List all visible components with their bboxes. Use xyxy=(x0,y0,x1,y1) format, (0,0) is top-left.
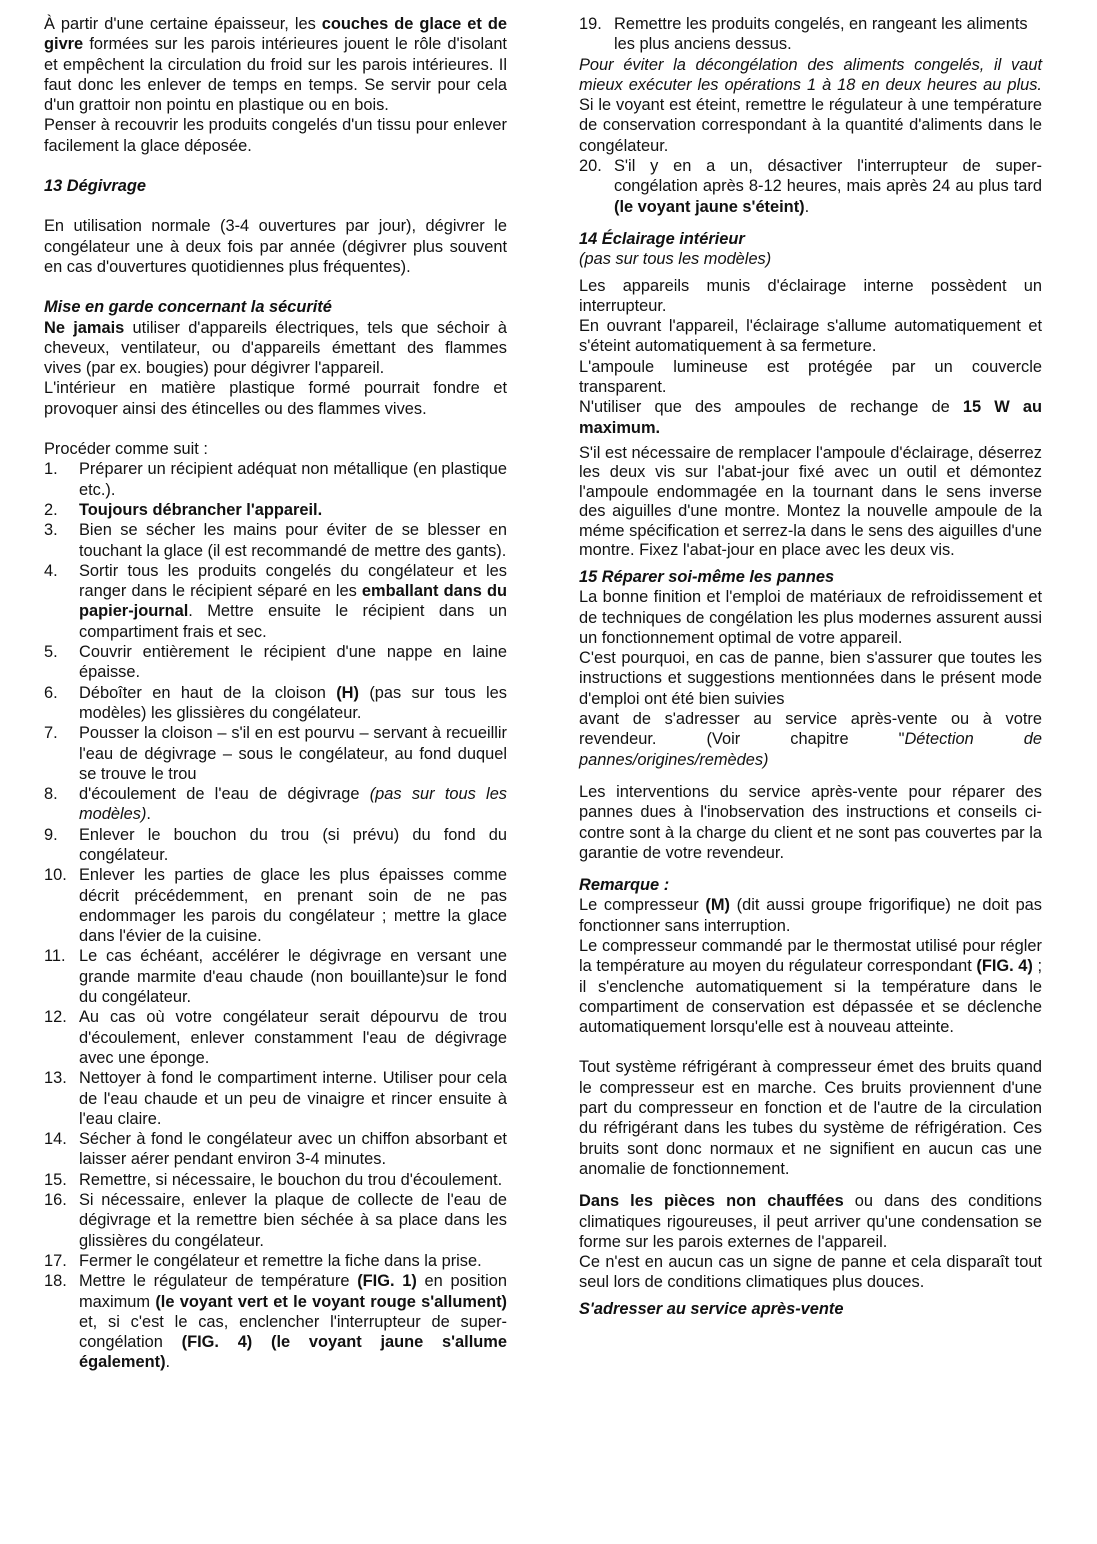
step-number: 8. xyxy=(44,785,58,804)
step-text xyxy=(79,643,507,681)
step-text xyxy=(79,521,507,559)
text-run: Mettre le régulateur de température xyxy=(79,1272,358,1291)
text-run: Préparer un récipient adéquat non métallique (en plastique etc.). xyxy=(79,460,507,499)
safety-title: Mise en garde concernant la sécurité xyxy=(44,298,332,317)
text-run: Si nécessaire, enlever la plaque de collecte de l'eau de dégivrage et la remettre bien séchée à sa place dans les glissières du congélateur. xyxy=(79,1191,507,1250)
list-item xyxy=(44,500,507,520)
list-item xyxy=(44,723,507,784)
list-item xyxy=(579,156,1042,217)
text-run: Fermer le congélateur et remettre la fiche dans la prise. xyxy=(79,1251,482,1270)
step-number: 17. xyxy=(44,1251,67,1270)
text-run: formées sur les parois intérieures jouent le rôle d'isolant et empêchent la circulation du froid sur les parois intérieures. Il faut donc les enlever de temps en temps. Se servir pour cela d'un grattoir non pointu en plastique ou en bois. xyxy=(44,35,507,115)
text-run: Sécher à fond le congélateur avec un chiffon absorbant et laisser aérer pendant environ 3-4 minutes. xyxy=(79,1130,507,1169)
list-item xyxy=(44,520,507,561)
step-number: 3. xyxy=(44,521,58,540)
step-number: 1. xyxy=(44,460,58,479)
step-20-text xyxy=(614,157,1042,216)
noise-paragraph: Tout système réfrigérant à compresseur émet des bruits quand le compresseur est en marche. Ces bruits proviennent d'une part du compresseur en fonction et de l'autre de la circulation du réfrigérant dans les tubes du système de réfrigération. Ces bruits sont donc normaux et ne signifient en aucun cas une anomalie de fonctionnement. xyxy=(579,1058,1042,1178)
step-text xyxy=(79,1252,482,1270)
step-number: 18. xyxy=(44,1272,67,1291)
list-item xyxy=(579,14,1042,55)
section-13-title: 13 Dégivrage xyxy=(44,177,147,196)
text-run: Déboîter en haut de la cloison xyxy=(79,683,337,702)
text-run: Enlever les parties de glace les plus épaisses comme décrit précédemment, en prenant soin de ne pas endommager les parois du congélateur ; mettre la glace dans l'évier de la cuisine. xyxy=(79,866,507,946)
text-run: Le compresseur commandé par le thermostat utilisé pour régler la température au moyen du régulateur correspondant xyxy=(579,936,1042,976)
text-run: Au cas où votre congélateur serait dépourvu de trou d'écoulement, enlever constamment l'eau de dégivrage avec une éponge. xyxy=(79,1008,507,1067)
step-text xyxy=(79,947,507,1006)
step-text xyxy=(79,866,507,945)
text-run: avant de s'adresser au service après-vente ou à votre revendeur. (Voir chapitre " xyxy=(579,710,1042,749)
step-number: 20. xyxy=(579,157,602,176)
step-number: 15. xyxy=(44,1170,67,1189)
text-run: Toujours débrancher l'appareil. xyxy=(79,500,323,519)
text-run: Le cas échéant, accélérer le dégivrage en versant une grande marmite d'eau chaude (non bouillante)sur le fond du congélateur. xyxy=(79,947,507,1007)
cold-rooms-paragraph-2: Ce n'est en aucun cas un signe de panne et cela disparaît tout seul lors de conditions climatiques plus douces. xyxy=(579,1253,1042,1292)
text-run: (FIG. 1) xyxy=(357,1272,417,1291)
right-column xyxy=(579,14,1042,1319)
text-run: (pas sur tous les modèles) les glissières du congélateur. xyxy=(79,683,507,722)
section-14-title: 14 Éclairage intérieur xyxy=(579,229,745,248)
text-run: Sortir tous les produits congelés du congélateur et les ranger dans le récipient séparé en les xyxy=(79,561,507,601)
step-text xyxy=(79,826,507,864)
step-number: 14. xyxy=(44,1130,67,1149)
text-run: Le compresseur xyxy=(579,896,706,915)
step-text xyxy=(79,785,507,823)
list-item xyxy=(44,1129,507,1170)
text-run: S'il y en a un, désactiver l'interrupteur de super-congélation après 8-12 heures, mais après 24 au plus tard xyxy=(614,157,1042,196)
defrost-steps-final xyxy=(579,156,1042,217)
text-run: . xyxy=(165,1353,171,1372)
step-text xyxy=(79,1008,507,1067)
remark-paragraph-2 xyxy=(579,936,1042,1037)
list-item xyxy=(44,642,507,683)
text-run: Nettoyer à fond le compartiment interne. Utiliser pour cela de l'eau chaude et un peu de vinaigre et rincer ensuite à l'eau claire. xyxy=(79,1069,507,1128)
section-15-paragraph-2: C'est pourquoi, en cas de panne, bien s'assurer que toutes les instructions et suggestions mentionnées dans le présent mode d'emploi ont été bien suivies xyxy=(579,649,1042,708)
step-text xyxy=(79,684,507,722)
text-run: (M) xyxy=(705,896,730,915)
step-number: 6. xyxy=(44,683,58,702)
list-item xyxy=(44,1271,507,1372)
step-number: 13. xyxy=(44,1069,67,1088)
step-number: 9. xyxy=(44,825,58,844)
defrost-steps-continued xyxy=(579,14,1042,55)
list-item xyxy=(44,946,507,1007)
section-14-bulb-replacement: S'il est nécessaire de remplacer l'ampoule d'éclairage, déserrez les deux vis sur l'abat-jour fixé avec un outil et démontez l'ampoule endommagée en la tournant dans le sens inverse des aiguilles d'une montre. Montez la nouvelle ampoule de la méme spécification et serrez-la dans le sens des aiguilles d'une montre. Fixez l'abat-jour en place avec les deux vis. xyxy=(579,443,1042,560)
text-run: couches de glace et de givre xyxy=(44,15,507,54)
safety-paragraph-2: L'intérieur en matière plastique formé pourrait fondre et provoquer ainsi des étincelles ou des flammes vives. xyxy=(44,379,507,418)
section-14-paragraph-3: L'ampoule lumineuse est protégée par un couvercle transparent. xyxy=(579,357,1042,397)
text-run: Dans les pièces non chauffées xyxy=(579,1192,844,1211)
list-item xyxy=(44,1251,507,1271)
section-14-subtitle: (pas sur tous les modèles) xyxy=(579,250,772,269)
text-run: . xyxy=(804,197,810,216)
section-15-paragraph-1: La bonne finition et l'emploi de matériaux de refroidissement et de techniques de congélation les plus modernes assurent aussi un fonctionnement optimal de votre appareil. xyxy=(579,588,1042,647)
section-14-paragraph-4 xyxy=(579,397,1042,438)
defrost-steps-list xyxy=(44,459,507,1372)
text-run: emballant dans du papier-journal xyxy=(79,582,507,621)
text-run: Si le voyant est éteint, remettre le régulateur à une température de conservation correspondant à la quantité d'aliments dans le congélateur. xyxy=(579,96,1042,155)
text-run: (FIG. 4) (le voyant jaune s'allume également) xyxy=(79,1333,507,1372)
step-text xyxy=(79,724,507,783)
remark-title: Remarque : xyxy=(579,876,670,895)
text-run: (H) xyxy=(336,683,359,702)
text-run: en position maximum xyxy=(79,1272,507,1311)
text-run: et, si c'est le cas, enclencher l'interrupteur de super-congélation xyxy=(79,1312,507,1352)
step-number: 12. xyxy=(44,1008,67,1027)
left-column xyxy=(44,14,507,1373)
text-run: Détection de pannes/origines/remèdes) xyxy=(579,730,1043,769)
service-title: S'adresser au service après-vente xyxy=(579,1299,844,1318)
text-run: (le voyant jaune s'éteint) xyxy=(614,197,805,216)
step-number: 19. xyxy=(579,15,602,33)
step-text xyxy=(79,1272,507,1371)
text-run: Enlever le bouchon du trou (si prévu) du fond du congélateur. xyxy=(79,825,507,864)
text-run: . xyxy=(146,805,151,824)
text-run: Ne jamais xyxy=(44,318,125,337)
step-number: 10. xyxy=(44,866,67,885)
section-14-paragraph-1: Les appareils munis d'éclairage interne possèdent un interrupteur. xyxy=(579,276,1042,315)
text-run: d'écoulement de l'eau de dégivrage xyxy=(79,785,370,804)
text-run: ; il s'enclenche automatiquement si la température dans le compartiment de conservation est dépassée et se déclenche automatiquement lorsqu'elle est à nouveau atteinte. xyxy=(579,957,1043,1037)
text-run: utiliser d'appareils électriques, tels que séchoir à cheveux, ventilateur, ou d'appareils émettant des flammes vives (par ex. bougies) pour dégivrer l'appareil. xyxy=(44,318,507,378)
list-item xyxy=(44,561,507,642)
text-run: 15 W au maximum. xyxy=(579,398,1042,437)
list-item xyxy=(44,1007,507,1068)
step-19-note xyxy=(579,55,1042,156)
step-text xyxy=(79,1171,502,1189)
intro-paragraph-2: Penser à recouvrir les produits congelés d'un tissu pour enlever facilement la glace déposée. xyxy=(44,116,507,155)
remark-paragraph-1 xyxy=(579,895,1042,936)
step-number: 2. xyxy=(44,500,58,519)
step-text xyxy=(79,460,507,498)
step-19-line-2: les plus anciens dessus. xyxy=(614,35,792,54)
step-number: 7. xyxy=(44,724,58,743)
text-run: (le voyant vert et le voyant rouge s'allument) xyxy=(155,1292,507,1311)
step-number: 16. xyxy=(44,1191,67,1210)
list-item xyxy=(44,1068,507,1129)
text-run: N'utiliser que des ampoules de rechange de xyxy=(579,398,963,417)
text-run: Remettre, si nécessaire, le bouchon du trou d'écoulement. xyxy=(79,1170,503,1189)
list-item xyxy=(44,1190,507,1251)
text-run: (dit aussi groupe frigorifique) ne doit pas fonctionner sans interruption. xyxy=(579,896,1042,935)
text-run: Pousser la cloison – s'il en est pourvu – servant à recueillir l'eau de dégivrage – sous le congélateur, au fond duquel se trouve le trou xyxy=(79,724,507,783)
step-text xyxy=(79,1130,507,1168)
step-number: 4. xyxy=(44,561,58,580)
list-item xyxy=(44,1170,507,1190)
cold-rooms-paragraph-1 xyxy=(579,1191,1042,1252)
text-run: Couvrir entièrement le récipient d'une nappe en laine épaisse. xyxy=(79,643,507,682)
section-13-text: En utilisation normale (3-4 ouvertures par jour), dégivrer le congélateur une à deux fois par année (dégivrer plus souvent en cas d'ouvertures quotidiennes plus fréquentes). xyxy=(44,217,507,276)
section-15-paragraph-4: Les interventions du service après-vente pour réparer des pannes dues à l'inobservation des instructions et conseils ci-contre sont à la charge du client et ne sont pas couvertes par la garantie de votre revendeur. xyxy=(579,782,1042,862)
section-14-paragraph-2: En ouvrant l'appareil, l'éclairage s'allume automatiquement et s'éteint automatiquement à sa fermeture. xyxy=(579,317,1042,356)
text-run: . Mettre ensuite le récipient dans un compartiment frais et sec. xyxy=(79,602,507,641)
text-run: ou dans des conditions climatiques rigoureuses, il peut arriver qu'une condensation se forme sur les parois externes de l'appareil. xyxy=(579,1192,1042,1251)
step-text xyxy=(79,501,322,519)
section-15-title: 15 Réparer soi-même les pannes xyxy=(579,567,835,586)
text-run: (FIG. 4) xyxy=(976,957,1033,976)
step-19-line-1: Remettre les produits congelés, en rangeant les aliments xyxy=(614,15,1028,33)
safety-paragraph-1 xyxy=(44,318,507,379)
list-item xyxy=(44,459,507,500)
list-item xyxy=(44,784,507,825)
list-item xyxy=(44,865,507,946)
section-15-paragraph-3 xyxy=(579,709,1042,770)
step-number: 5. xyxy=(44,643,58,662)
step-number: 11. xyxy=(44,947,66,966)
step-text xyxy=(79,1191,507,1250)
step-text xyxy=(79,1069,507,1128)
intro-paragraph xyxy=(44,14,507,115)
step-text xyxy=(79,562,507,641)
text-run: Bien se sécher les mains pour éviter de se blesser en touchant la glace (il est recommandé de mettre des gants). xyxy=(79,521,507,560)
list-item xyxy=(44,825,507,866)
text-run: (pas sur tous les modèles) xyxy=(79,785,508,824)
text-run: Pour éviter la décongélation des aliments congelés, il vaut mieux exécuter les opérations 1 à 18 en deux heures au plus. xyxy=(579,55,1042,94)
text-run: À partir d'une certaine épaisseur, les xyxy=(44,15,322,33)
list-item xyxy=(44,683,507,724)
procedure-intro: Procéder comme suit : xyxy=(44,440,208,459)
